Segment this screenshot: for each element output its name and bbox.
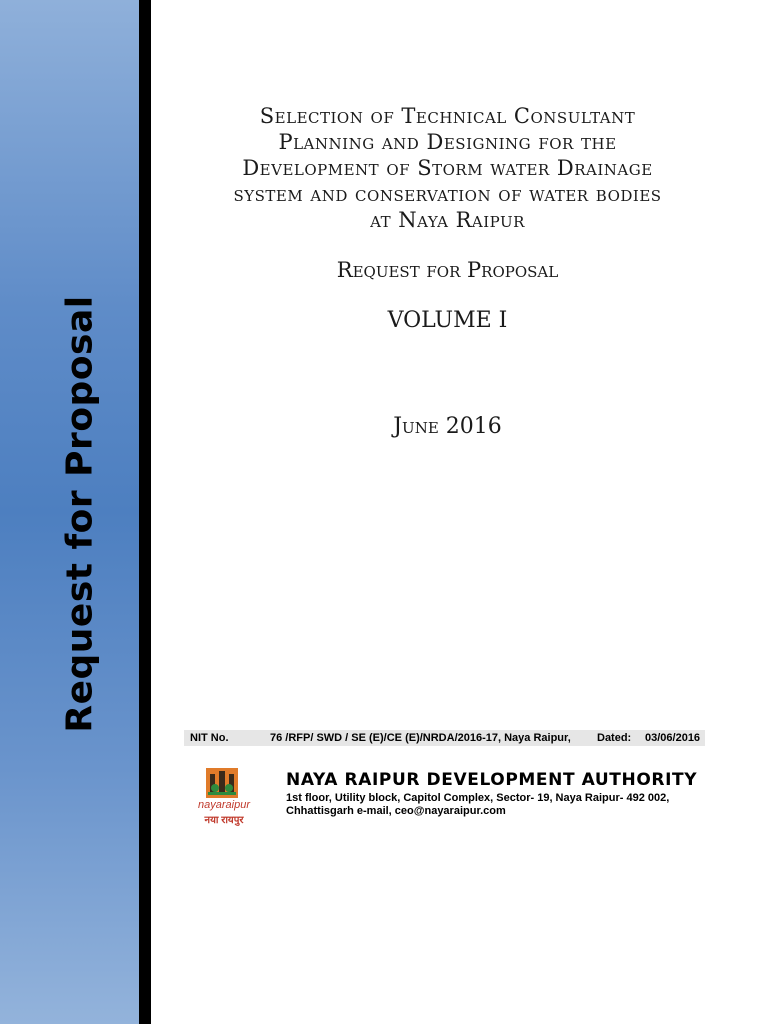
sidebar-title: Request for Proposal [59,295,101,733]
logo-text-hindi: नया रायपुर [204,815,244,826]
rfp-label: Request for Proposal [336,258,559,282]
nit-label: NIT No. [190,732,229,744]
logo-emblem-icon [206,768,238,798]
volume-label: VOLUME I [387,308,508,333]
title-line: system and conservation of water bodies [233,182,662,206]
address-line: 1st floor, Utility block, Capitol Complex, Sector- 19, Naya Raipur- 492 002, [286,792,670,804]
nit-row [184,730,705,746]
logo-text-english: nayaraipur [198,799,250,811]
nrda-logo [192,768,256,828]
title-line: Development of Storm water Drainage [242,156,653,180]
sidebar-divider [139,0,151,1024]
address-line: Chhattisgarh e-mail, ceo@nayaraipur.com [286,805,506,817]
document-title [160,103,735,233]
title-line: Planning and Designing for the [278,130,617,154]
nit-number: 76 /RFP/ SWD / SE (E)/CE (E)/NRDA/2016-17, Naya Raipur, [270,732,571,744]
organization-name: NAYA RAIPUR DEVELOPMENT AUTHORITY [286,770,698,790]
nit-date: 03/06/2016 [645,732,701,744]
document-date: June 2016 [393,414,502,439]
organization-address [286,792,706,818]
nit-dated-label: Dated: [597,732,632,744]
title-line: Selection of Technical Consultant [259,104,636,128]
title-line: at Naya Raipur [370,208,525,232]
